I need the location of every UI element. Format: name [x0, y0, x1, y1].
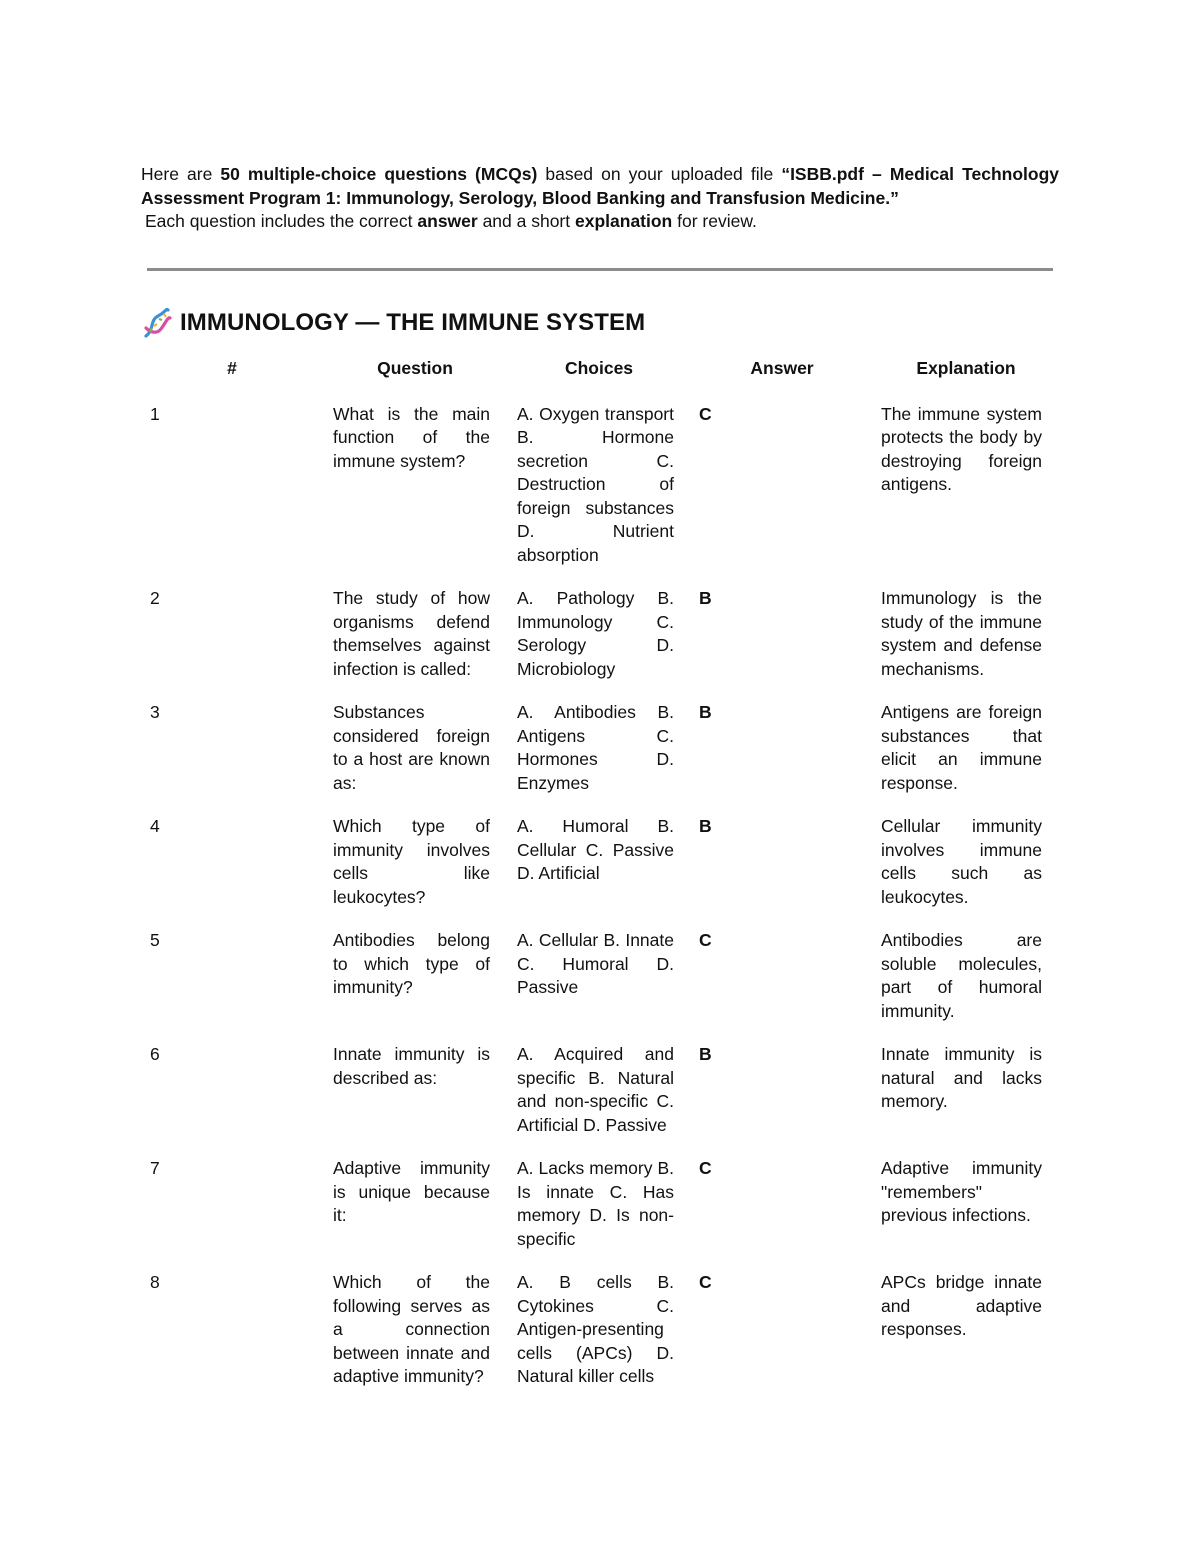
row-number: 5	[150, 930, 160, 950]
row-question: The study of how organisms defend themselves against infection is called:	[333, 588, 490, 679]
row-explanation: Antigens are foreign substances that elicit an immune response.	[881, 702, 1042, 793]
table-row	[141, 1043, 1059, 1157]
intro-text	[141, 163, 1059, 234]
horizontal-divider	[147, 268, 1053, 271]
header-answer: Answer	[750, 358, 814, 378]
table-header-row	[141, 357, 1059, 403]
intro-bold-filename: “ISBB.pdf – Medical Technology Assessment Program 1: Immunology, Serology, Blood Banking and Transfusion Medicine.”	[141, 164, 1059, 208]
intro-paragraph: Here are 50 multiple-choice questions (MCQs) based on your uploaded file “ISBB.pdf – Medical Technology Assessment Program 1: Immunology, Serology, Blood Banking and Transfusion Medicine.”	[141, 164, 1059, 208]
row-choices: A. Acquired and specific B. Natural and non-specific C. Artificial D. Passive	[517, 1044, 674, 1135]
header-choices: Choices	[564, 358, 634, 378]
row-question: Which of the following serves as a connection between innate and adaptive immunity?	[333, 1272, 490, 1386]
row-number: 2	[150, 588, 160, 608]
row-question: Substances considered foreign to a host are known as:	[333, 702, 490, 793]
table-row	[141, 815, 1059, 929]
row-choices: A. Oxygen transport B. Hormone secretion C. Destruction of foreign substances D. Nutrient absorption	[517, 403, 674, 565]
row-explanation: The immune system protects the body by destroying foreign antigens.	[881, 403, 1042, 494]
row-answer: C	[699, 403, 712, 424]
table-row	[141, 929, 1059, 1043]
table-row	[141, 701, 1059, 815]
row-number: 3	[150, 702, 160, 722]
row-number: 1	[150, 403, 160, 424]
row-answer: C	[699, 1272, 712, 1292]
table-row	[141, 403, 1059, 588]
dna-icon	[142, 306, 172, 340]
row-choices: A. Antibodies B. Antigens C. Hormones D. Enzymes	[517, 702, 674, 793]
intro-subparagraph: Each question includes the correct answer and a short explanation for review.	[145, 211, 757, 231]
intro-bold-mcq: 50 multiple-choice questions (MCQs)	[220, 164, 538, 184]
row-number: 6	[150, 1044, 160, 1064]
table-row	[141, 1271, 1059, 1409]
row-choices: A. B cells B. Cytokines C. Antigen-presenting cells (APCs) D. Natural killer cells	[517, 1272, 674, 1386]
row-choices: A. Cellular B. Innate C. Humoral D. Passive	[517, 930, 674, 997]
row-question: Adaptive immunity is unique because it:	[333, 1158, 490, 1225]
row-question: What is the main function of the immune system?	[333, 403, 490, 471]
row-choices: A. Humoral B. Cellular C. Passive D. Artificial	[517, 816, 674, 883]
row-explanation: Adaptive immunity "remembers" previous infections.	[881, 1158, 1042, 1225]
row-explanation: APCs bridge innate and adaptive responses.	[881, 1272, 1042, 1339]
row-number: 7	[150, 1158, 160, 1178]
header-question: Question	[377, 358, 453, 378]
header-number: #	[227, 358, 237, 378]
row-number: 4	[150, 816, 160, 836]
row-choices: A. Pathology B. Immunology C. Serology D. Microbiology	[517, 588, 674, 679]
row-question: Which type of immunity involves cells like leukocytes?	[333, 816, 490, 907]
row-explanation: Cellular immunity involves immune cells such as leukocytes.	[881, 816, 1042, 907]
header-explanation: Explanation	[916, 358, 1016, 378]
row-answer: C	[699, 1158, 712, 1178]
row-question: Antibodies belong to which type of immunity?	[333, 930, 490, 997]
row-answer: B	[699, 816, 712, 836]
row-explanation: Innate immunity is natural and lacks memory.	[881, 1044, 1042, 1111]
row-answer: C	[699, 930, 712, 950]
section-title: IMMUNOLOGY — THE IMMUNE SYSTEM	[180, 309, 646, 336]
row-answer: B	[699, 702, 712, 722]
table-row	[141, 587, 1059, 701]
section-heading	[142, 306, 645, 340]
table-row	[141, 1157, 1059, 1271]
row-choices: A. Lacks memory B. Is innate C. Has memory D. Is non-specific	[517, 1158, 674, 1249]
row-number: 8	[150, 1272, 160, 1292]
row-explanation: Antibodies are soluble molecules, part of humoral immunity.	[881, 930, 1042, 1021]
row-answer: B	[699, 588, 712, 608]
row-explanation: Immunology is the study of the immune system and defense mechanisms.	[881, 588, 1042, 679]
row-answer: B	[699, 1044, 712, 1064]
mcq-table	[141, 357, 1059, 1409]
row-question: Innate immunity is described as:	[333, 1044, 490, 1088]
